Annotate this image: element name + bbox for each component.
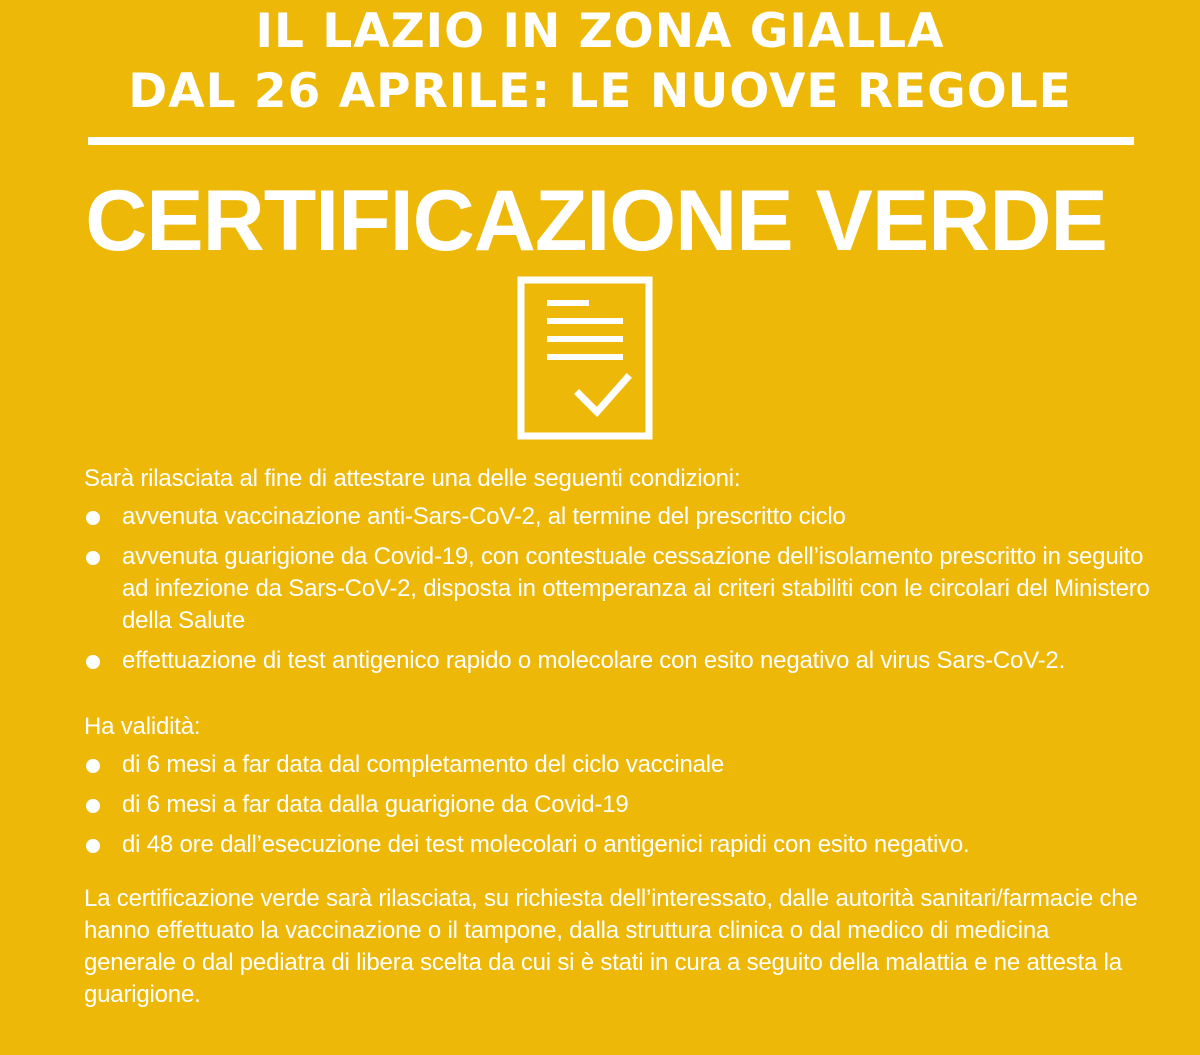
list-item xyxy=(84,501,1174,533)
section2-intro: Ha validità: xyxy=(84,713,201,740)
list-item xyxy=(84,541,1174,637)
list-item-text: effettuazione di test antigenico rapido o molecolare con esito negativo al virus Sars-CoV-2. xyxy=(122,647,1066,674)
list-item-text: di 48 ore dall’esecuzione dei test molecolari o antigenici rapidi con esito negativo. xyxy=(122,831,970,858)
page-title: CERTIFICAZIONE VERDE xyxy=(85,173,1107,269)
header xyxy=(0,2,1200,122)
header-line-1: IL LAZIO IN ZONA GIALLA xyxy=(255,4,945,59)
list-item-text: di 6 mesi a far data dalla guarigione da Covid-19 xyxy=(122,791,629,818)
list-item-text: avvenuta vaccinazione anti-Sars-CoV-2, al termine del prescritto ciclo xyxy=(122,503,846,530)
document-check-icon xyxy=(517,276,653,440)
header-divider xyxy=(88,137,1134,145)
bullet-icon xyxy=(86,759,100,773)
bullet-icon xyxy=(86,839,100,853)
header-line-2: DAL 26 APRILE: LE NUOVE REGOLE xyxy=(128,64,1072,119)
list-item xyxy=(84,789,1174,821)
validity-list xyxy=(84,749,1174,861)
bullet-icon xyxy=(86,655,100,669)
list-item xyxy=(84,645,1174,677)
bullet-icon xyxy=(86,511,100,525)
bullet-icon xyxy=(86,551,100,565)
bullet-icon xyxy=(86,799,100,813)
list-item xyxy=(84,749,1174,781)
list-item xyxy=(84,829,1174,861)
list-item-text: avvenuta guarigione da Covid-19, con contestuale cessazione dell’isolamento prescritto in seguito ad infezione da Sars-CoV-2, disposta in ottemperanza ai criteri stabiliti con le circolari del Ministero della Salute xyxy=(122,543,1150,634)
content xyxy=(84,463,1174,1011)
conditions-list xyxy=(84,501,1174,677)
list-item-text: di 6 mesi a far data dal completamento del ciclo vaccinale xyxy=(122,751,725,778)
closing-paragraph: La certificazione verde sarà rilasciata, su richiesta dell’interessato, dalle autorità sanitari/farmacie che hanno effettuato la vaccinazione o il tampone, dalla struttura clinica o dal medico di medicina generale o dal pediatra di libera scelta da cui si è stati in cura a seguito della malattia e ne attesta la guarigione. xyxy=(84,885,1138,1008)
section1-intro: Sarà rilasciata al fine di attestare una delle seguenti condizioni: xyxy=(84,465,741,492)
